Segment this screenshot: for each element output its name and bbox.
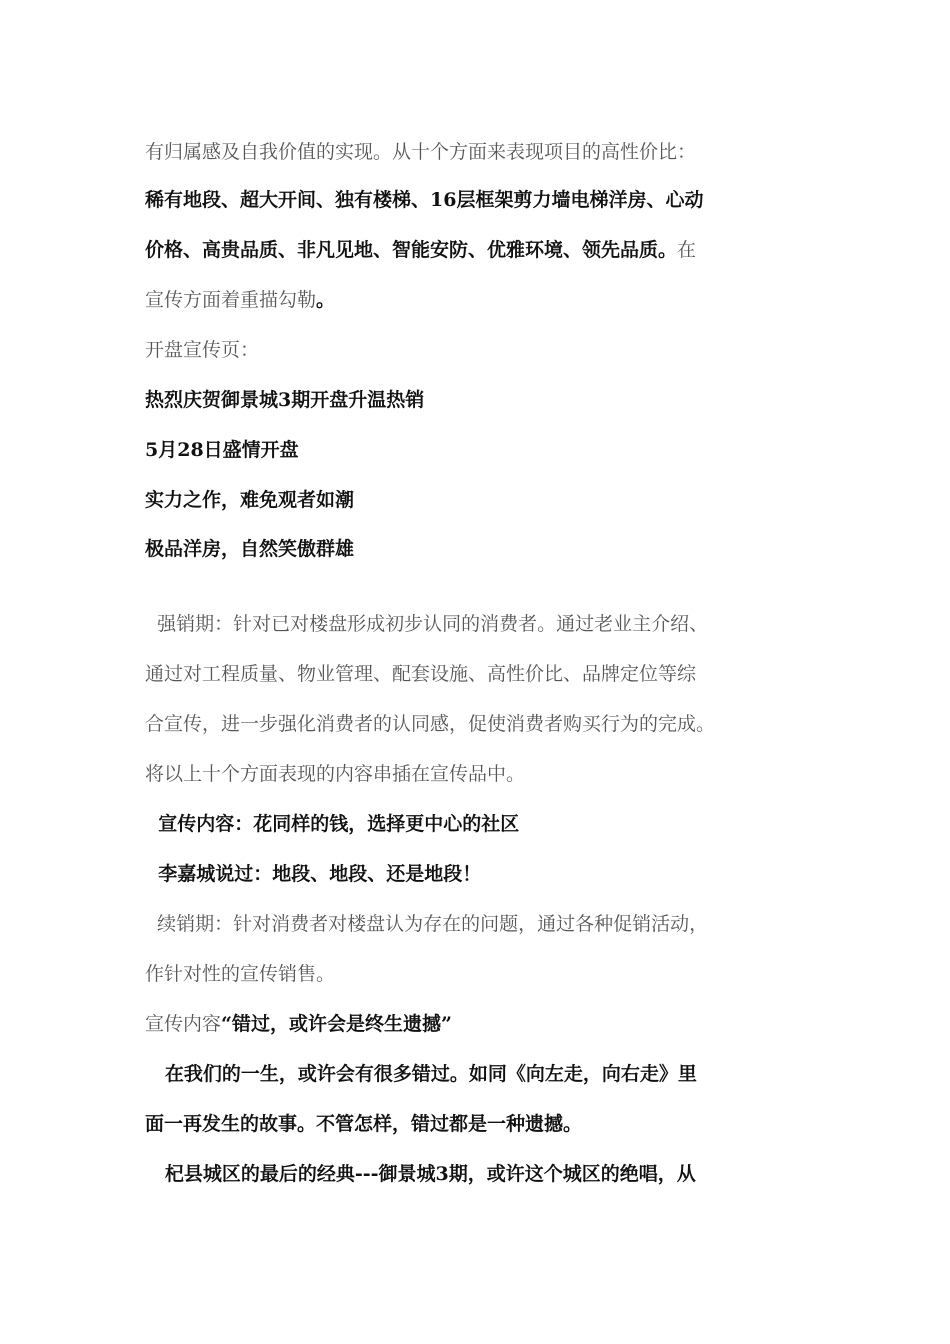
text-line	[145, 334, 835, 366]
text-segment: 合宣传，进一步强化消费者的认同感，促使消费者购买行为的完成。	[145, 713, 716, 735]
text-line	[145, 384, 835, 416]
text-line	[145, 608, 835, 640]
text-segment: 开盘宣传页：	[145, 339, 260, 361]
text-line	[145, 184, 835, 216]
text-line	[145, 958, 835, 990]
text-segment: 面一再发生的故事。不管怎样，错过都是一种遗撼。	[145, 1113, 583, 1135]
text-segment: 在我们的一生，或许会有很多错过。如同《向左走，向右走》里	[145, 1063, 697, 1085]
text-line	[145, 136, 835, 168]
text-line	[145, 858, 835, 890]
text-segment: 将以上十个方面表现的内容串插在宣传品中。	[145, 763, 526, 785]
text-line	[145, 1058, 835, 1090]
text-segment: 宣传内容	[145, 1013, 222, 1035]
text-segment: 稀有地段、超大开间、独有楼梯、16层框架剪力墙电梯洋房、心动	[145, 189, 704, 211]
text-line	[145, 533, 835, 565]
text-segment: 有归属感及自我价值的实现。从十个方面来表现项目的高性价比：	[145, 141, 697, 163]
text-line	[145, 808, 835, 840]
text-segment: 通过对工程质量、物业管理、配套设施、高性价比、品牌定位等综	[145, 663, 697, 685]
text-line	[145, 484, 835, 516]
text-line	[145, 908, 835, 940]
text-line	[145, 284, 835, 316]
text-line	[145, 1008, 835, 1040]
text-segment: 宣传方面着重描勾勒	[145, 289, 317, 311]
text-line	[145, 708, 835, 740]
text-line	[145, 1108, 835, 1140]
text-segment: 。	[316, 289, 336, 311]
text-segment: 李嘉城说过：地段、地段、还是地段！	[145, 863, 482, 885]
text-line	[145, 434, 835, 466]
text-line	[145, 758, 835, 790]
text-segment: 价格、高贵品质、非凡见地、智能安防、优雅环境、领先品质。	[145, 239, 678, 261]
text-segment: 在	[677, 239, 697, 261]
text-segment: 实力之作，难免观者如潮	[145, 489, 355, 511]
text-segment: 作针对性的宣传销售。	[145, 963, 336, 985]
text-segment: “错过，或许会是终生遗撼”	[221, 1013, 452, 1035]
text-line	[145, 658, 835, 690]
text-segment: 杞县城区的最后的经典---御景城3期，或许这个城区的绝唱，从	[145, 1163, 696, 1185]
text-segment: 续销期：针对消费者对楼盘认为存在的问题，通过各种促销活动，	[145, 913, 709, 935]
text-line	[145, 234, 835, 266]
text-segment: 5月28日盛情开盘	[145, 439, 299, 461]
text-segment: 极品洋房，自然笑傲群雄	[145, 538, 355, 560]
text-segment: 宣传内容：花同样的钱，选择更中心的社区	[145, 813, 520, 835]
text-segment: 热烈庆贺御景城3期开盘升温热销	[145, 389, 425, 411]
text-segment: 强销期：针对已对楼盘形成初步认同的消费者。通过老业主介绍、	[145, 613, 709, 635]
text-line	[145, 1158, 835, 1190]
